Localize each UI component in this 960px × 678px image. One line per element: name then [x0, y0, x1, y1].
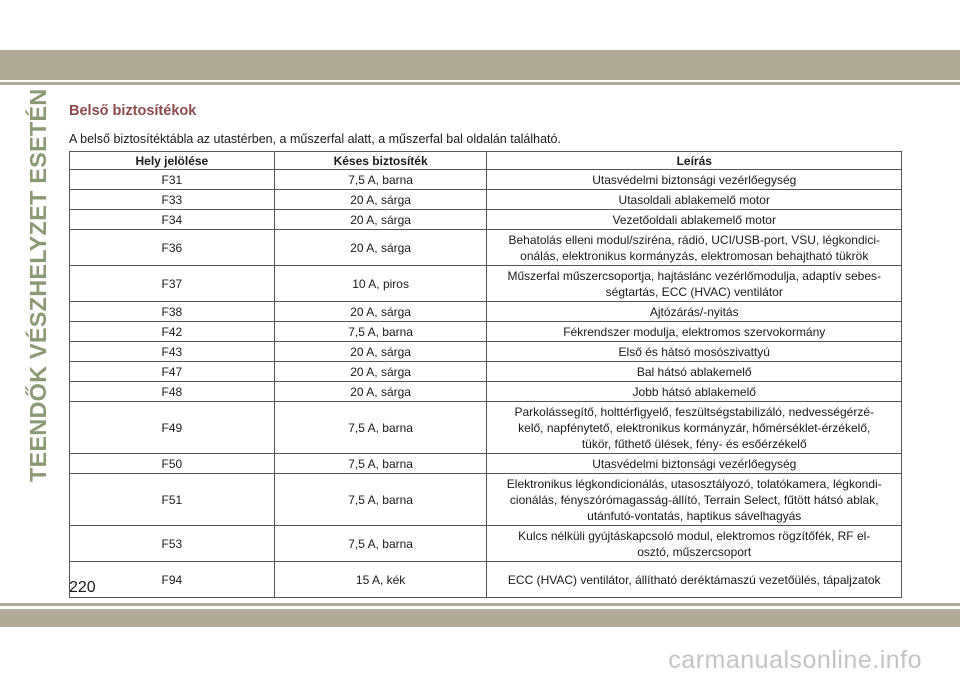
- table-row: [70, 526, 902, 562]
- cell-fuse: 10 A, piros: [274, 266, 487, 302]
- header-description: Leírás: [487, 152, 902, 170]
- cell-description: Elektronikus légkondicionálás, utasosztályozó, tolatókamera, légkondi- cionálás, fényszórómagasság-állító, Terrain Select, fűtött hátsó ablak, utánfutó-vontatás, haptikus sávelhagyás: [487, 474, 902, 526]
- cell-fuse: 20 A, sárga: [274, 342, 487, 362]
- cell-location: F33: [70, 190, 275, 210]
- cell-description: Kulcs nélküli gyújtáskapcsoló modul, elektromos rögzítőfék, RF el- osztó, műszercsoport: [487, 526, 902, 562]
- cell-description: Behatolás elleni modul/sziréna, rádió, UCI/USB-port, VSU, légkondici- onálás, elektronikus kormányzás, elektromosan behajtható tükrök: [487, 230, 902, 266]
- cell-description: Utasvédelmi biztonsági vezérlőegység: [487, 170, 902, 190]
- cell-location: F34: [70, 210, 275, 230]
- table-row: [70, 362, 902, 382]
- cell-description: Bal hátsó ablakemelő: [487, 362, 902, 382]
- cell-fuse: 7,5 A, barna: [274, 322, 487, 342]
- table-row: [70, 266, 902, 302]
- table-row: [70, 454, 902, 474]
- table-row: [70, 342, 902, 362]
- table-row: [70, 402, 902, 454]
- footer-rule: [0, 603, 960, 606]
- cell-fuse: 7,5 A, barna: [274, 474, 487, 526]
- cell-location: F37: [70, 266, 275, 302]
- table-row: [70, 190, 902, 210]
- cell-location: F94: [70, 562, 275, 598]
- header-rule: [0, 82, 960, 85]
- intro-paragraph: A belső biztosítéktábla az utastérben, a műszerfal alatt, a műszerfal bal oldalán található.: [69, 132, 561, 146]
- cell-description: Utasvédelmi biztonsági vezérlőegység: [487, 454, 902, 474]
- page-number: 220: [69, 579, 96, 596]
- cell-description: Műszerfal műszercsoportja, hajtáslánc vezérlőmodulja, adaptív sebes- ségtartás, ECC (HVAC) ventilátor: [487, 266, 902, 302]
- cell-fuse: 20 A, sárga: [274, 362, 487, 382]
- cell-description: ECC (HVAC) ventilátor, állítható deréktámaszú vezetőülés, tápaljzatok: [487, 562, 902, 598]
- cell-fuse: 15 A, kék: [274, 562, 487, 598]
- section-title: Belső biztosítékok: [69, 103, 197, 119]
- cell-location: F43: [70, 342, 275, 362]
- cell-description: Ajtózárás/-nyitás: [487, 302, 902, 322]
- cell-location: F31: [70, 170, 275, 190]
- cell-fuse: 7,5 A, barna: [274, 454, 487, 474]
- cell-location: F42: [70, 322, 275, 342]
- cell-location: F48: [70, 382, 275, 402]
- top-margin: [0, 0, 960, 50]
- table-row: [70, 382, 902, 402]
- watermark: carmanualsonline.info: [668, 646, 922, 674]
- table-row: [70, 170, 902, 190]
- cell-description: Első és hátsó mosószivattyú: [487, 342, 902, 362]
- chapter-side-title: TEENDŐK VÉSZHELYZET ESETÉN: [25, 88, 51, 482]
- cell-location: F51: [70, 474, 275, 526]
- cell-description: Utasoldali ablakemelő motor: [487, 190, 902, 210]
- cell-fuse: 20 A, sárga: [274, 302, 487, 322]
- fuse-table: [69, 151, 902, 598]
- table-row: [70, 230, 902, 266]
- cell-description: Vezetőoldali ablakemelő motor: [487, 210, 902, 230]
- header-location: Hely jelölése: [70, 152, 275, 170]
- cell-location: F38: [70, 302, 275, 322]
- table-row: [70, 210, 902, 230]
- table-row: [70, 474, 902, 526]
- cell-location: F50: [70, 454, 275, 474]
- footer-band: [0, 609, 960, 627]
- table-header-row: [70, 152, 902, 170]
- header-band: [0, 50, 960, 80]
- table-row: [70, 302, 902, 322]
- cell-fuse: 7,5 A, barna: [274, 526, 487, 562]
- cell-description: Fékrendszer modulja, elektromos szervokormány: [487, 322, 902, 342]
- cell-fuse: 7,5 A, barna: [274, 170, 487, 190]
- cell-fuse: 20 A, sárga: [274, 230, 487, 266]
- cell-location: F49: [70, 402, 275, 454]
- table-row: [70, 562, 902, 598]
- table-row: [70, 322, 902, 342]
- cell-description: Jobb hátsó ablakemelő: [487, 382, 902, 402]
- cell-description: Parkolássegítő, holttérfigyelő, feszültségstabilizáló, nedvességérzé- kelő, napfénytető, elektronikus kormányzár, hőmérséklet-érzékelő, tükör, fűthető ülések, fény- és esőérzékelő: [487, 402, 902, 454]
- cell-fuse: 20 A, sárga: [274, 382, 487, 402]
- header-fuse: Késes biztosíték: [274, 152, 487, 170]
- cell-fuse: 20 A, sárga: [274, 190, 487, 210]
- cell-location: F53: [70, 526, 275, 562]
- cell-location: F47: [70, 362, 275, 382]
- cell-location: F36: [70, 230, 275, 266]
- cell-fuse: 7,5 A, barna: [274, 402, 487, 454]
- cell-fuse: 20 A, sárga: [274, 210, 487, 230]
